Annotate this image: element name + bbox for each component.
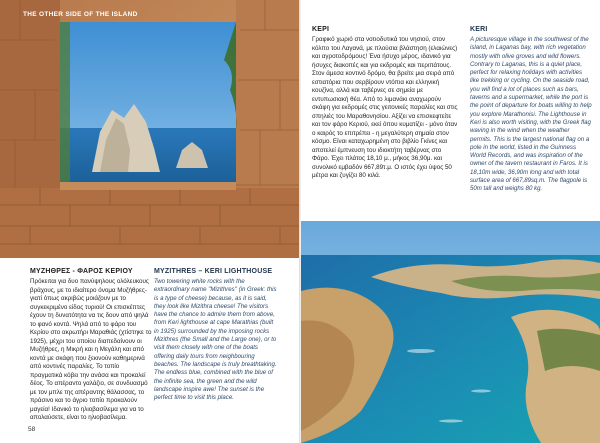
running-head: THE OTHER SIDE OF THE ISLAND [23,11,138,18]
english-heading-myzithres: MYZITHRES – KERI LIGHTHOUSE [154,268,273,275]
coastline-illustration [301,221,600,443]
greek-body-keri: Γραφικό χωριό στα νοτιοδυτικά του νησιού, στον κόλπο του Λαγανά, με πλούσια βλάστηση (ελαιώνες) και αγροτοδρόμους! Ένα ήσυχο μέρος, ιδανικό για ήσυχες διακοπές και για εκδρομές και περιπάτους. Στον άμεσα κοντινό δρόμο, θα βρείτε μια σειρά από εστιατόρια που σερβίρουν ντόπια και ελληνική κουζίνα, αλλά και ταβέρνες σε σημεία με εντυπωσιακή θέα. Από το λιμανάκι αναχωρούν σκάφη για εκδρομές στις γειτονικές παραλίες και στις σπηλιές του Μαραθονησίου. Αξίζει να επισκεφτείτε και τον φάρο Κεριού, εκεί όπου κυματίζει - μόνο όταν ο καιρός το επιτρέπει - η μεγαλύτερη σημαία στον κόσμο. Είναι καταχωρημένη στο βιβλίο Γκίνες και αποτελεί έμπνευση του ιδιοκτήτη ταβέρνας στο Φάρο. Έχει πλάτος 18,10 μ., μήκος 36,90μ. και συνολικό εμβαδόν 667,89τ.μ. Ο ιστός έχει ύψος 50 μέτρα και ζυγίζει 80 κιλά. [312,36,458,179]
window-view-illustration [0,0,299,258]
greek-body-myzithres: Πρόκειται για δυο πανύψηλους ολόλευκους βράχους, με το ιδιαίτερο όνομα Μυζήθρες- γιατί όπως ακριβώς μοιάζουν με το συγκεκριμένο είδος τυριού! Οι επισκέπτες έχουν τη δυνατότητα να τις δουν από ψηλά το φανό κοντά. Ψηλά από το φάρο του Κερίου στο ακρωτήρι Μαραθιάς (χτίστηκε το 1925), μέχρι του οποίου διαπεδαίνουν οι Μυζήθρες, η Μικρή και η Μεγάλη και από κοντά με σκάφη που ξεκινούν καθημερινά από κοντινές παραλίες. Το τοπίο πραγματικά κόβει την ανάσα και προκαλεί δέος. Το απέραντο γαλάζιο, σε συνδυασμό με τον μπλε της απέραντης θάλασσας, το πράσινο και το άγριο τοπίο προκαλούν μαγεία! Ιδανικό το ηλιοβασίλεμα για να το απολαύσετε, είναι το ηλιοβασίλεμα. [30,278,152,421]
greek-column-myzithres [30,268,152,423]
greek-column-keri [312,26,460,181]
english-body-keri: A picturesque village in the southwest of the island, in Laganas bay, with rich vegetation mostly with olive groves and wild flowers. Contrary to Laganas, this is a quiet place, perfect for relaxing holidays with activities like trekking or cycling. On the seaside road, you will find a lot of places such as bars, taverns and a supermarket, while the port is the point of departure for boats willing to help you explore Marathonisi. The Lighthouse in Keri is also worth visiting, with the Greek flag waving in the wind when the weather permits. This is the largest national flag on a pole in the world, listed in the Guinness World Records, and was inspiration of the owner of the tavern restaurant in Faros. It is 18,10m wide, 36,90m long and with total surface area of 667,89sq.m. The flagpole is 50m tall and weighs 80 kg. [470,36,592,193]
coastline-photo [301,221,600,443]
window-view-photo [0,0,299,258]
english-column-myzithres [154,268,279,402]
greek-heading-myzithres: ΜΥΖΗΘΡΕΣ - ΦΑΡΟΣ ΚΕΡΙΟΥ [30,268,133,275]
english-heading-keri: KERI [470,26,488,33]
english-column-keri [470,26,592,194]
page-number: 58 [28,426,36,433]
greek-heading-keri: ΚΕΡΙ [312,26,330,33]
english-body-myzithres: Two towering white rocks with the extraordinary name "Mizithres" (in Greek: this is a type of cheese) because, as it is said, they look like Mizithra cheese! The visitors have the chance to admire them from above, from Keri lighthouse at cape Marathias (built in 1925) surrounded by the imposing rocks Mizithres (the Small and the Large one), or to visit them closely with one of the boats offering daily tours from neighbouring beaches. The landscape is truly breathtaking. The endless blue, combined with the blue of the infinite sea, the green and the wild landscape inspire awe! The sunset is the perfect time to visit this place. [154,278,277,402]
